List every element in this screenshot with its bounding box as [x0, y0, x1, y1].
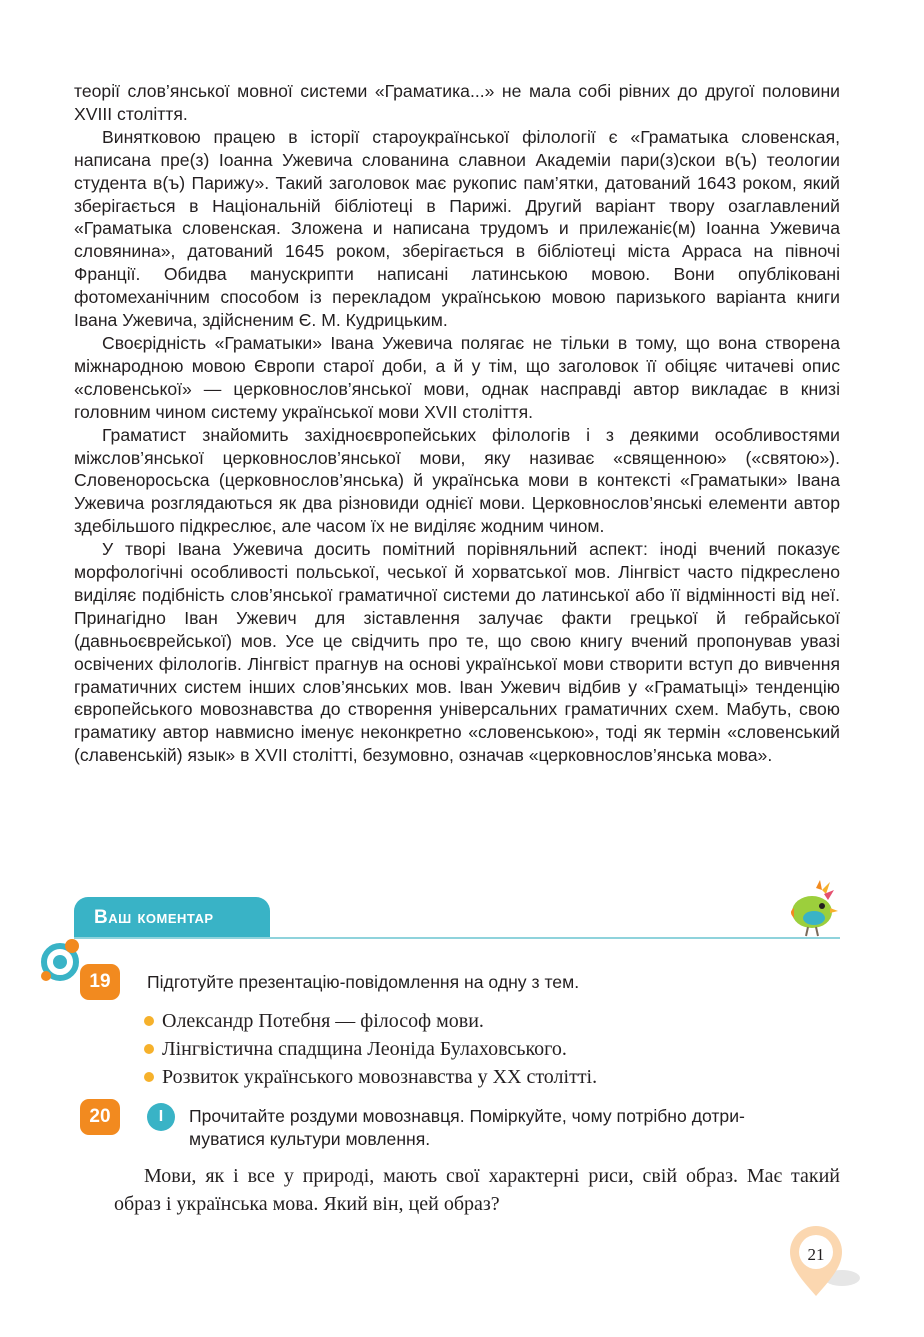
- paragraph: Граматист знайомить західноєвропейських філологів і з деякими особливостями міжслов’янської церковнослов’янської мови, яку називає «священною» («святою»). Словеноросьска (церковнослов’янська) й українська мови в контексті «Граматыки» Івана Ужевича розглядаються як два різновиди однієї мови. Церковнослов’янські елементи автор здебільшого підкреслює, але часом їх не виділяє жодним чином.: [74, 424, 840, 537]
- list-item: [144, 1063, 597, 1091]
- bullet-icon: [144, 1016, 154, 1026]
- topic-text: Олександр Потебня — філософ мови.: [162, 1010, 484, 1032]
- main-text: [74, 80, 840, 767]
- instruction-line: Прочитайте роздуми мовознавця. Поміркуйте, чому потрібно дотри-: [189, 1106, 745, 1126]
- section-banner-label: Ваш коментар: [94, 907, 214, 928]
- topic-list: [144, 1007, 597, 1091]
- bird-icon: [784, 878, 840, 938]
- paragraph: Винятковою працею в історії староукраїнської філології є «Граматыка словенская, написана пре(з) Іоанна Ужевича слованина славнои Академіи пари(з)скои в(ъ) теологии студента в(ъ) Парижу». Такий заголовок має рукопис пам’ятки, датований 1643 роком, який зберігається в Національній бібліотеці в Парижі. Другий варіант твору озаглавлений «Граматыка словенская. Зложена и написана трудомъ и прилежаніє(м) Іоанна Ужевича словянина», датований 1645 роком, зберігається в бібліотеці міста Арраса на півночі Франції. Обидва манускрипти написані латинською мовою. Вони опубліковані фотомеханічним способом із перекладом українською мовою паризького варіанта книги Івана Ужевича, здійсненим Є. М. Кудрицьким.: [74, 126, 840, 331]
- instruction-line: муватися культури мовлення.: [189, 1129, 431, 1149]
- section-banner: [74, 897, 270, 938]
- quote-paragraph: Мови, як і все у природі, мають свої характерні риси, свій образ. Має такий образ і українська мова. Який він, цей образ?: [114, 1165, 840, 1215]
- paragraph: У творі Івана Ужевича досить помітний порівняльний аспект: іноді вчений показує морфологічні особливості польської, чеської й хорватської мов. Лінгвіст часто підкреслено виділяє подібність слов’янської граматичної системи до латинської або її відмінності від неї. Принагідно Іван Ужевич для зіставлення залучає факти грецької й гебрайської (давньоєврейської) мов. Усе це свідчить про те, що свою книгу вчений пропонував увазі освічених філологів. Лінгвіст прагнув на основі української мови створити вступ до вивчення граматичних систем інших слов’янських мов. Іван Ужевич відбив у «Граматыці» тенденцію європейського мовознавства до створення універсальних граматичних схем. Мабуть, свою граматику автор навмисно іменує неконкретно «словенською», тоді як термін «словенський (славенській) язык» в XVII столітті, безумовно, означав «церковнослов’янська мова».: [74, 539, 840, 766]
- banner-divider: [74, 937, 840, 939]
- bullet-icon: [144, 1072, 154, 1082]
- paragraph: теорії слов’янської мовної системи «Граматика...» не мала собі рівних до другої половини XVIII століття.: [74, 81, 840, 124]
- page-number: 21: [807, 1245, 825, 1264]
- topic-text: Розвиток українського мовознавства у ХХ столітті.: [162, 1066, 598, 1088]
- bullet-icon: [144, 1044, 154, 1054]
- task-number-19: 19: [80, 964, 120, 1000]
- list-item: [144, 1035, 597, 1063]
- quote-text: [114, 1162, 840, 1218]
- list-item: [144, 1007, 597, 1035]
- task-19-instruction: Підготуйте презентацію-повідомлення на одну з тем.: [147, 972, 580, 992]
- paragraph: Своєрідність «Граматыки» Івана Ужевича полягає не тільки в тому, що вона створена міжнародною мовою Європи старої доби, а й у тім, що заголовок її обіцяє читачеві опис «словенської» — церковнослов’янської мови, однак насправді автор викладає в книзі головним чином систему української мови XVII століття.: [74, 332, 840, 422]
- topic-text: Лінгвістична спадщина Леоніда Булаховського.: [162, 1038, 567, 1060]
- read-task-badge: І: [147, 1103, 175, 1131]
- task-20-instruction: [189, 1105, 841, 1151]
- task-number-20: 20: [80, 1099, 120, 1135]
